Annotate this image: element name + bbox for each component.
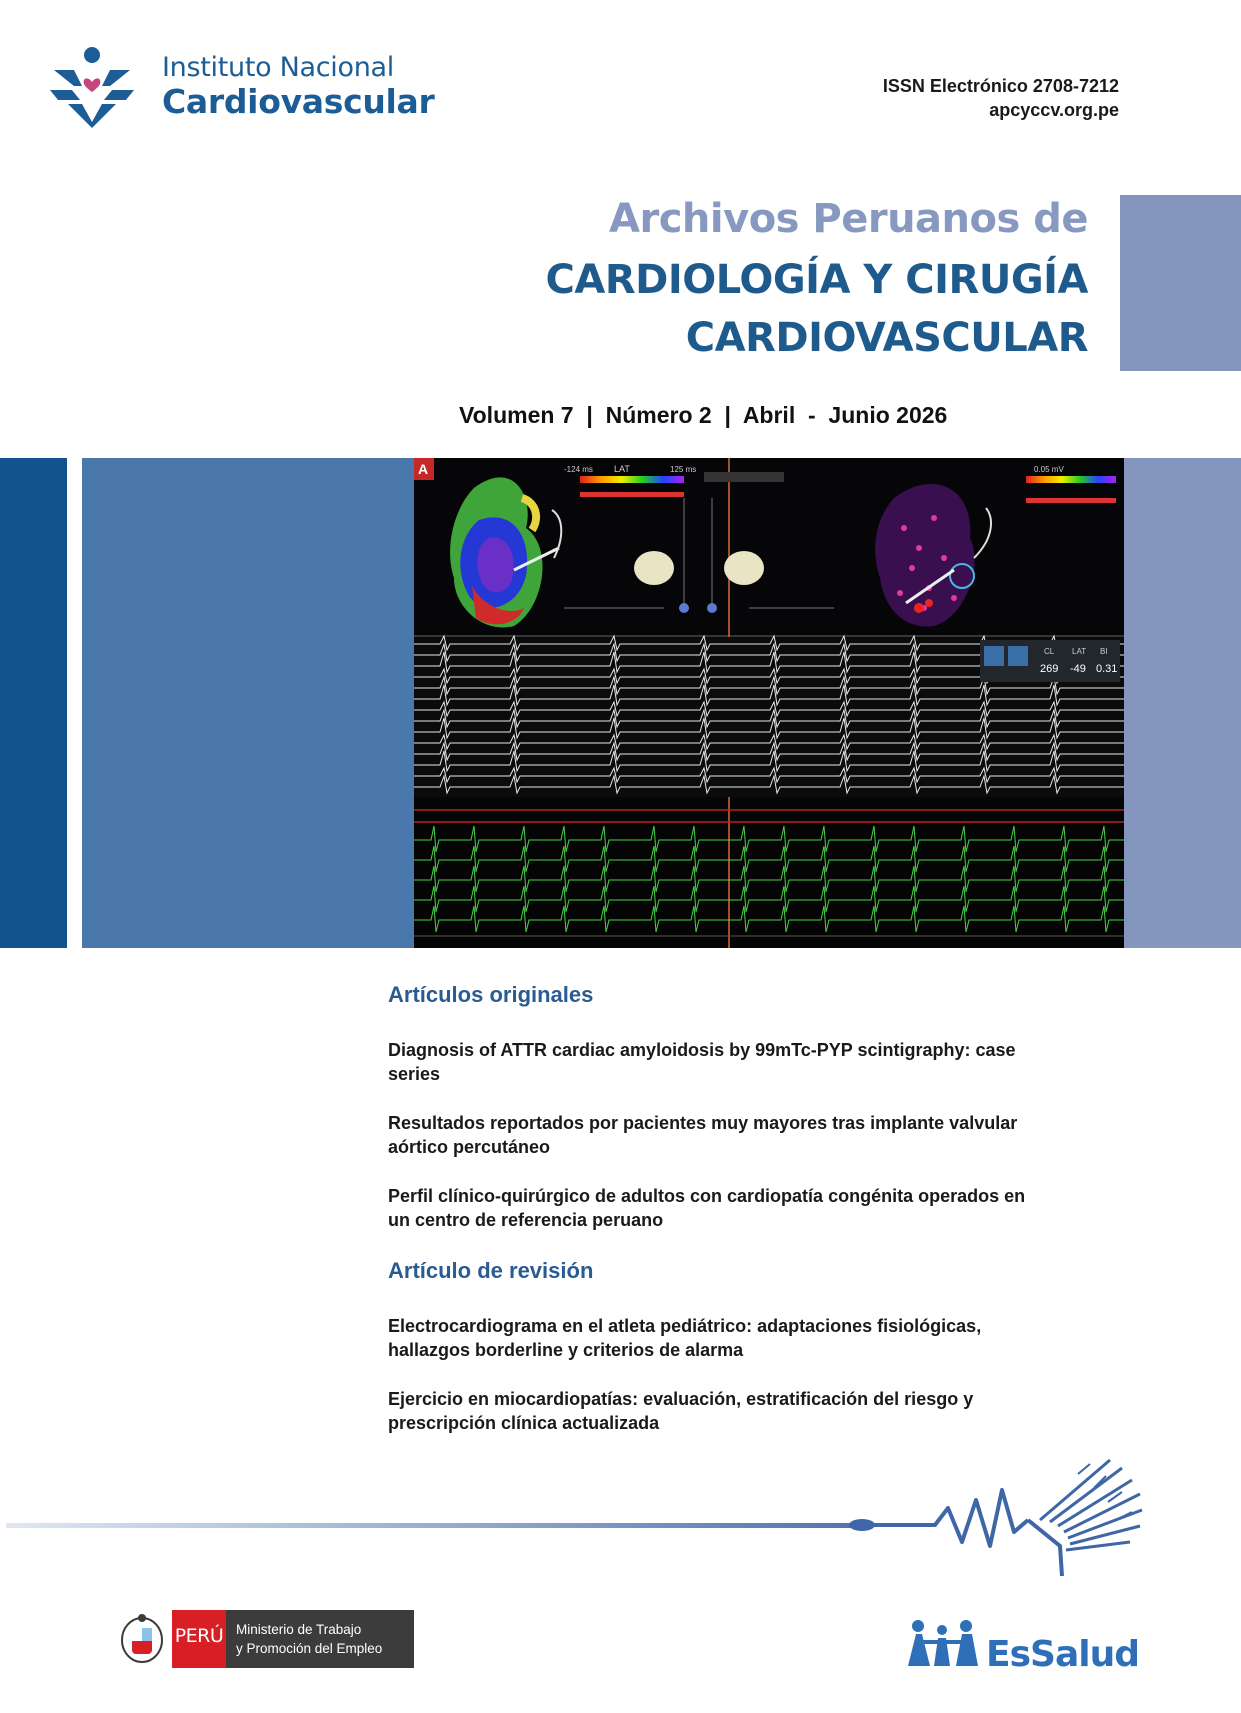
article-item[interactable]: [388, 1038, 1108, 1086]
article-item[interactable]: [388, 1111, 1108, 1159]
essalud-family-icon: [906, 1618, 984, 1668]
readout-value-cl: 269: [1040, 663, 1059, 675]
ecg-decoration-icon: [0, 1450, 1241, 1590]
lat-label: LAT: [614, 464, 630, 474]
journal-website: apcyccv.org.pe: [989, 100, 1119, 120]
peru-label: PERÚ: [174, 1625, 224, 1647]
institute-emblem-icon: [44, 46, 140, 128]
article-title-line: Diagnosis of ATTR cardiac amyloidosis by 99mTc-PYP scintigraphy: case: [388, 1040, 1016, 1060]
band-light-blue: [1124, 458, 1241, 948]
lat-max-label: 125 ms: [670, 465, 697, 474]
article-title-line: Electrocardiograma en el atleta pediátrico: adaptaciones fisiológicas,: [388, 1316, 982, 1336]
peru-coat-of-arms-icon: [118, 1610, 166, 1668]
readout-header-lat: LAT: [1072, 647, 1087, 656]
issn-number: ISSN Electrónico 2708-7212: [882, 76, 1119, 96]
article-title-line: prescripción clínica actualizada: [388, 1413, 660, 1433]
institute-name-line2: Cardiovascular: [162, 82, 435, 121]
article-item[interactable]: [388, 1387, 1108, 1435]
article-item[interactable]: [388, 1314, 1108, 1362]
readout-value-bi: 0.31: [1096, 663, 1118, 675]
electrophysiology-illustration: [414, 458, 1124, 948]
ministry-name-line1: Ministerio de Trabajo: [236, 1622, 362, 1637]
journal-title-line1: Archivos Peruanos de: [609, 196, 1088, 242]
issn-block: [883, 74, 1119, 122]
essalud-logo-text: EsSalud: [986, 1634, 1139, 1675]
article-title-line: Ejercicio en miocardiopatías: evaluación, estratificación del riesgo y: [388, 1389, 974, 1409]
surface-ecg-trace: [414, 906, 1124, 932]
institute-name-line1: Instituto Nacional: [162, 52, 394, 83]
ministry-name-line2: y Promoción del Empleo: [236, 1641, 383, 1656]
article-title-line: series: [388, 1064, 441, 1084]
band-dark-blue: [0, 458, 67, 948]
readout-header-bi: BI: [1100, 647, 1108, 656]
surface-ecg-trace: [414, 826, 1124, 852]
surface-ecg-trace: [414, 886, 1124, 912]
institute-logo: [44, 46, 444, 128]
readout-value-lat: -49: [1070, 663, 1086, 675]
article-title-line: Resultados reportados por pacientes muy mayores tras implante valvular: [388, 1113, 1018, 1133]
panel-label: A: [418, 461, 429, 477]
section-title-original-articles: Artículos originales: [388, 982, 594, 1007]
article-title-line: hallazgos borderline y criterios de alarma: [388, 1340, 744, 1360]
journal-title-line2: CARDIOLOGÍA Y CIRUGÍA: [545, 257, 1088, 303]
ministry-name: [236, 1620, 382, 1658]
voltage-min-label: 0.05 mV: [1034, 465, 1064, 474]
surface-ecg-trace: [414, 866, 1124, 892]
article-title-line: Perfil clínico-quirúrgico de adultos con cardiopatía congénita operados en: [388, 1186, 1026, 1206]
article-title-line: aórtico percutáneo: [388, 1137, 551, 1157]
issue-info: Volumen 7 | Número 2 | Abril - Junio 2026: [459, 402, 948, 428]
lat-min-label: -124 ms: [564, 465, 593, 474]
readout-header-cl: CL: [1044, 647, 1055, 656]
article-title-line: un centro de referencia peruano: [388, 1210, 664, 1230]
journal-title-line3: CARDIOVASCULAR: [685, 315, 1088, 361]
cover-figure-electroanatomic-map: [414, 458, 1124, 948]
surface-ecg-trace: [414, 846, 1124, 872]
section-title-review-article: Artículo de revisión: [388, 1258, 594, 1283]
title-accent-block: [1120, 195, 1241, 371]
article-item[interactable]: [388, 1184, 1108, 1232]
band-mid-blue: [82, 458, 414, 948]
